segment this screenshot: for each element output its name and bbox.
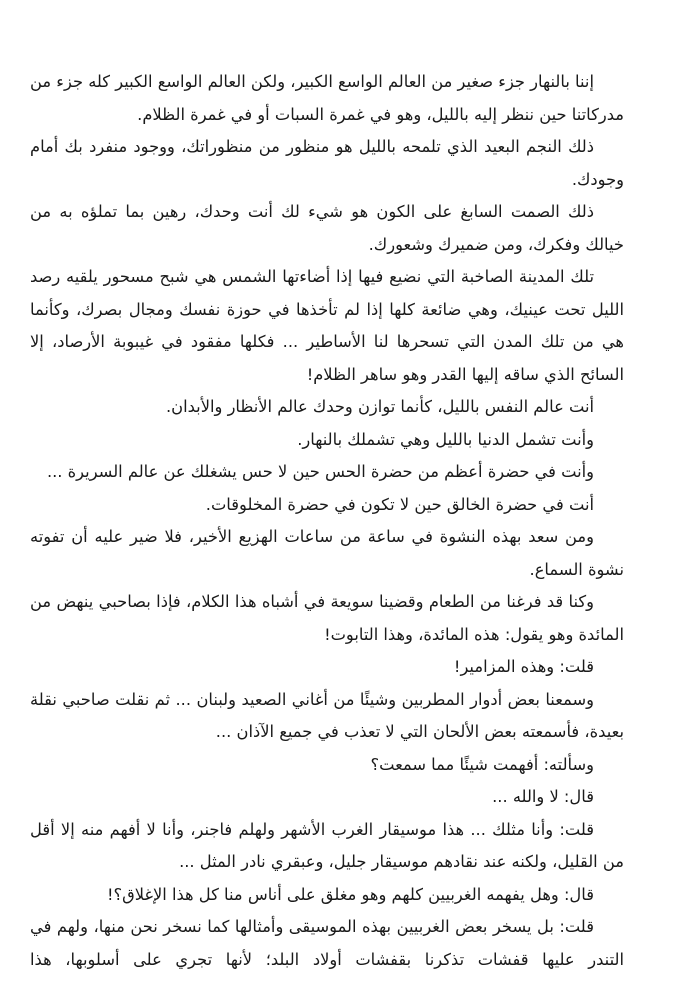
paragraph-16: قال: وهل يفهمه الغربيين كلهم وهو مغلق على أناس منا كل هذا الإغلاق؟! <box>106 884 594 904</box>
paragraph-4: تلك المدينة الصاخبة التي نضيع فيها إذا أضاءتها الشمس هي شبح مسحور يلقيه رصد الليل تحت عينيك، وهي ضائعة كلها إذا لم تأخذها في حوزة نفسك ومجال بصرك، وكأنما هي من تلك المدن التي تسحرها لنا الأساطير ... فكلها مفقود في غيبوبة الأرصاد، إلا السائح الذي ساقه إليها القدر وهو ساهر الظلام! <box>30 267 624 384</box>
paragraph-15: قلت: وأنا مثلك ... هذا موسيقار الغرب الأشهر ولهلم فاجنر، وأنا لا أفهم منه إلا أقل من القليل، ولكنه عند نقادهم موسيقار جليل، وعبقري نادر المثل ... <box>30 819 624 871</box>
paragraph-12: وسمعنا بعض أدوار المطربين وشيئًا من أغاني الصعيد ولبنان ... ثم نقلت صاحبي نقلة بعيدة، فأسمعته بعض الألحان التي لا تعذب في جميع الآذان ... <box>30 689 624 741</box>
paragraph-3: ذلك الصمت السابغ على الكون هو شيء لك أنت وحدك، رهين بما تملؤه به من خيالك وفكرك، ومن ضميرك وشعورك. <box>30 202 624 254</box>
paragraph-10: وكنا قد فرغنا من الطعام وقضينا سويعة في أشباه هذا الكلام، فإذا بصاحبي ينهض من المائدة وهو يقول: هذه المائدة، وهذا التابوت! <box>30 592 624 644</box>
paragraph-8: أنت في حضرة الخالق حين لا تكون في حضرة المخلوقات. <box>205 494 594 514</box>
paragraph-5: أنت عالم النفس بالليل، كأنما توازن وحدك عالم الأنظار والأبدان. <box>165 397 594 416</box>
paragraph-9: ومن سعد بهذه النشوة في ساعة من ساعات الهزيع الأخير، فلا ضير عليه أن تفوته نشوة السماع. <box>30 527 624 579</box>
paragraph-6: وأنت تشمل الدنيا بالليل وهي تشملك بالنهار. <box>297 429 594 449</box>
paragraph-11: قلت: وهذه المزامير! <box>453 657 594 676</box>
paragraph-17: قلت: بل يسخر بعض الغربيين بهذه الموسيقى وأمثالها كما نسخر نحن منها، ولهم في التندر عليها قفشات تذكرنا بقفشات أولاد البلد؛ لأنها تجري على أسلوبها، هذا <box>30 917 624 969</box>
paragraph-2: ذلك النجم البعيد الذي تلمحه بالليل هو منظور من منظوراتك، ووجود منفرد بك أمام وجودك. <box>30 137 624 189</box>
paragraph-1: إننا بالنهار جزء صغير من العالم الواسع الكبير، ولكن العالم الواسع الكبير كله جزء من مدركاتنا حين ننظر إليه بالليل، وهو في غمرة السبات أو في غمرة الظلام. <box>30 72 624 124</box>
paragraph-7: وأنت في حضرة أعظم من حضرة الحس حين لا حس يشغلك عن عالم السريرة ... <box>46 462 594 481</box>
paragraph-14: قال: لا والله ... <box>492 787 594 806</box>
paragraph-13: وسألته: أفهمت شيئًا مما سمعت؟ <box>370 754 594 774</box>
